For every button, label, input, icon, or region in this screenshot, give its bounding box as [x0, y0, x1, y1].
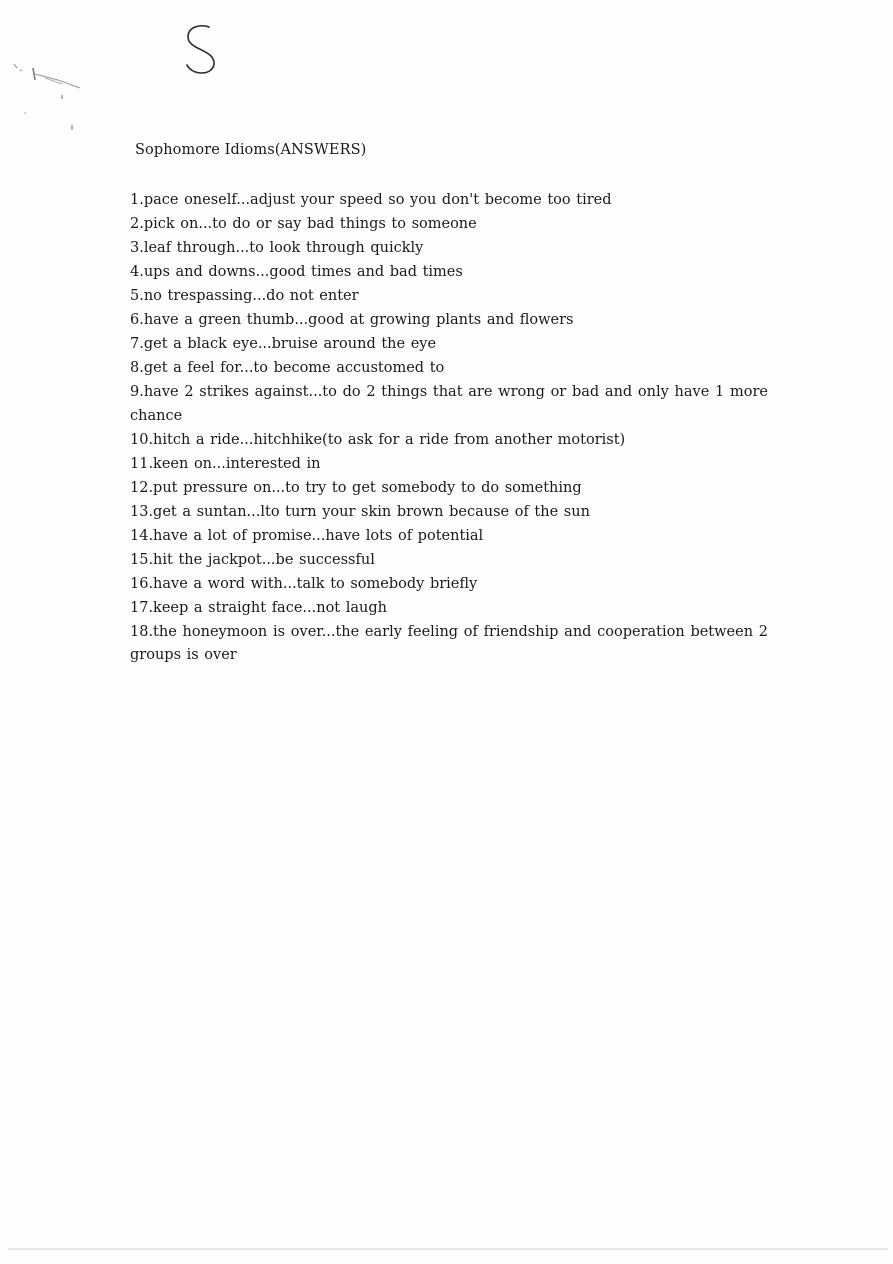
- idiom-item: 14.have a lot of promise...have lots of potential: [130, 527, 484, 544]
- idiom-item: 11.keen on...interested in: [130, 455, 321, 472]
- idiom-item: 6.have a green thumb...good at growing plants and flowers: [130, 312, 574, 328]
- idiom-item: 17.keep a straight face...not laugh: [130, 599, 387, 616]
- document-title: Sophomore Idioms(ANSWERS): [135, 142, 367, 158]
- idiom-item: 7.get a black eye...bruise around the eye: [130, 336, 437, 352]
- idiom-item: 15.hit the jackpot...be successful: [130, 551, 375, 568]
- idiom-item: 16.have a word with...talk to somebody briefly: [130, 575, 478, 592]
- idiom-item: 8.get a feel for...to become accustomed to: [130, 360, 445, 376]
- scan-artifact-marks: [0, 0, 100, 140]
- idiom-item: 13.get a suntan...lto turn your skin brown because of the sun: [130, 503, 590, 520]
- idiom-list: [130, 189, 768, 668]
- idiom-item: 9.have 2 strikes against...to do 2 things that are wrong or bad and only have 1 more chance: [130, 384, 768, 424]
- idiom-item: 18.the honeymoon is over...the early feeling of friendship and cooperation between 2 groups is over: [130, 623, 768, 663]
- idiom-item: 2.pick on...to do or say bad things to someone: [130, 216, 477, 232]
- idiom-item: 5.no trespassing...do not enter: [130, 288, 359, 304]
- idiom-item: 4.ups and downs...good times and bad times: [130, 264, 463, 280]
- idiom-item: 3.leaf through...to look through quickly: [130, 240, 424, 256]
- idiom-item: 12.put pressure on...to try to get somebody to do something: [130, 479, 582, 496]
- idiom-item: 10.hitch a ride...hitchhike(to ask for a ride from another motorist): [130, 431, 626, 448]
- scan-bottom-edge: [8, 1248, 888, 1250]
- handwritten-s-mark: [178, 20, 228, 80]
- idiom-item: 1.pace oneself...adjust your speed so you don't become too tired: [130, 192, 612, 208]
